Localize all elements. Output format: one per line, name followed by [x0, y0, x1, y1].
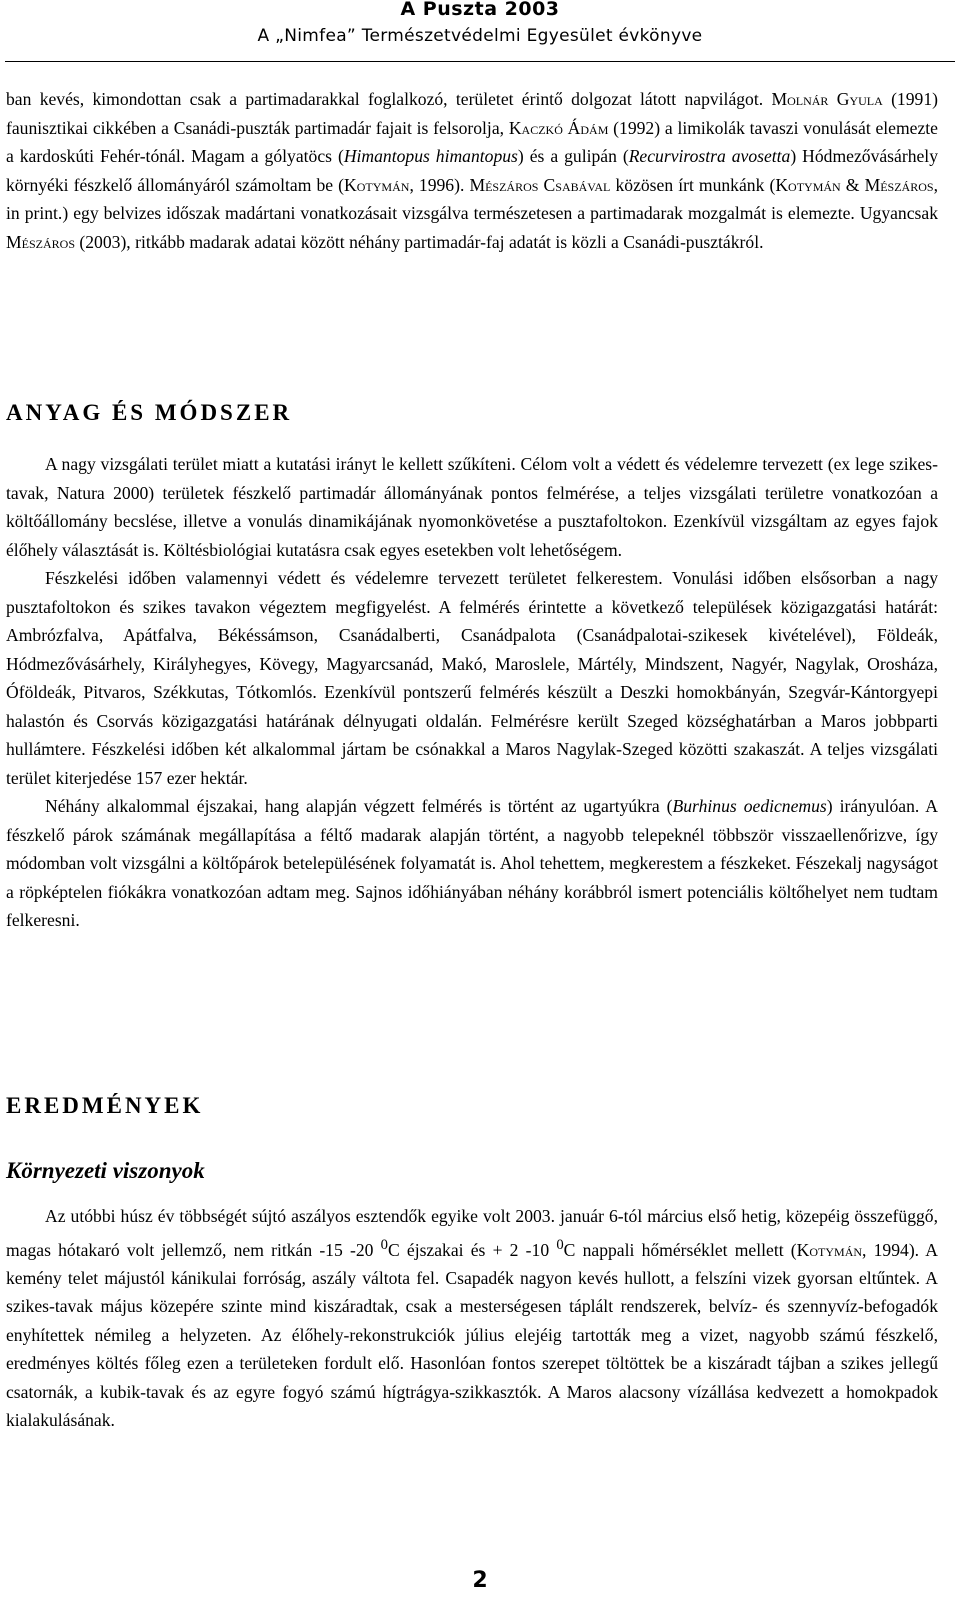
journal-title: A Puszta 2003	[400, 0, 560, 20]
author-ref: Molnár Gyula	[771, 89, 883, 109]
journal-subtitle: A „Nimfea” Természetvédelmi Egyesület évkönyve	[257, 26, 703, 46]
species-name: Burhinus oedicnemus	[672, 796, 827, 816]
intro-paragraph: ban kevés, kimondottan csak a partimadarakkal foglalkozó, területet érintő dolgozat látott napvilágot. Molnár Gyula (1991) faunisztikai cikkében a Csanádi-puszták partimadár fajait is felsorolja, Kaczkó Ádám (1992) a limikolák tavaszi vonulását elemezte a kardoskúti Fehér-tónál. Magam a gólyatöcs (Himantopus himantopus) és a gulipán (Recurvirostra avosetta) Hódmezővásárhely környéki fészkelő állományáról számoltam be (Kotymán, 1996). Mészáros Csabával közösen írt munkánk (Kotymán & Mészáros, in print.) egy belvizes időszak madártani vonatkozásait vizsgálva természetesen a partimadarak mozgalmát is elemezte. Ugyancsak Mészáros (2003), ritkább madarak adatai között néhány partimadár-faj adatát is közli a Csanádi-pusztákról.	[6, 89, 938, 252]
author-ref: Kotymán	[344, 174, 410, 195]
results-body	[6, 1202, 938, 1435]
author-ref: Kaczkó Ádám	[508, 117, 609, 138]
author-ref: Kotymán	[775, 174, 841, 195]
author-ref: Mészáros Csabával	[469, 174, 611, 195]
methods-paragraph-1: A nagy vizsgálati terület miatt a kutatási irányt le kellett szűkíteni. Célom volt a védett és védelemre tervezett (ex lege szikes-tavak, Natura 2000) területek fészkelő partimadár állományának pontos felmérése, a teljes vizsgálati területre vonatkozóan a költőállomány becslése, illetve a vonulás dinamikájának nyomonkövetése a pusztafoltokon. Ezenkívül vizsgáltam az egyes fajok élőhely választását is. Költésbiológiai kutatásra csak egyes esetekben volt lehetőségem.	[6, 454, 938, 560]
section-heading-methods: ANYAG ÉS MÓDSZER	[6, 400, 293, 425]
page-number: 2	[472, 1568, 488, 1593]
subsection-heading: Környezeti viszonyok	[6, 1158, 205, 1183]
species-name: Himantopus himantopus	[343, 146, 518, 166]
methods-paragraph-3: Néhány alkalommal éjszakai, hang alapján végzett felmérés is történt az ugartyúkra (Burhinus oedicnemus) irányulóan. A fészkelő párok számának megállapítása a féltő madarak alapján történt, a nagyobb telepeknél többször visszaellenőrizve, így módomban volt vizsgálni a költőpárok betelepülésének folyamatát is. Ahol tehettem, megkerestem a fészkeket. Fészekalj nagyságot a röpképtelen fiókákra vonatkozóan adtam meg. Sajnos időhiányában néhány korábbról ismert potenciális költőhelyet nem tudtam felkeresni.	[6, 796, 939, 930]
author-ref: Mészáros	[6, 231, 75, 252]
section-heading-results: EREDMÉNYEK	[6, 1093, 204, 1118]
methods-paragraph-2: Fészkelési időben valamennyi védett és védelemre tervezett területet felkerestem. Vonulási időben elsősorban a nagy pusztafoltokon és szikes tavakon végeztem megfigyelést. A felmérés érintette a következő települések közigazgatási határát: Ambrózfalva, Apátfalva, Békéssámson, Csanádalberti, Csanádpalota (Csanádpalotai-szikesek kivételével), Földeák, Hódmezővásárhely, Királyhegyes, Kövegy, Magyarcsanád, Makó, Maroslele, Mártély, Mindszent, Nagyér, Nagylak, Orosháza, Óföldeák, Pitvaros, Székkutas, Tótkomlós. Ezenkívül pontszerű felmérés készült a Deszki homokbányán, Szegvár-Kántorgyepi halastón és Csorvás közigazgatási határának délnyugati oldalán. Felmérésre került Szeged községhatárban a Maros jobbparti hullámtere. Fészkelési időben két alkalommal jártam be csónakkal a Maros Nagylak-Szeged közötti szakaszát. A teljes vizsgálati terület kiterjedése 157 ezer hektár.	[6, 568, 938, 788]
header-rule	[5, 61, 955, 62]
author-ref: Mészáros	[864, 174, 934, 195]
results-paragraph: Az utóbbi húsz év többségét sújtó aszályos esztendők egyike volt 2003. január 6-tól március első hetig, közepéig összefüggő, magas hótakaró volt jellemző, nem ritkán -15 -20 $^0$C éjszakai és + 2 -10 $^0$C nappali hőmérséklet mellett (Kotymán, 1994). A kemény telet májustól kánikulai forróság, aszály váltota fel. Csapadék nagyon kevés hullott, a felszíni vizek gyorsan eltűntek. A szikes-tavak május közepére szinte mind kiszáradtak, csak a mesterségesen táplált rendszerek, belvíz- és szennyvíz-befogadók enyhítettek némileg a helyzeten. Az élőhely-rekonstrukciók július elejéig tartották meg a vizet, nagyobb számú fészkelő, eredményes költés főleg ezen a területeken fordult elő. Hasonlóan fontos szerepet töltöttek be a kiszáradt tájban a szikes jellegű csatornák, a kubik-tavak és az egyre fogyó számú hígtrágya-szikkasztók. A Maros alacsony vízállása kedvezett a homokpadok kialakulásának.	[6, 1206, 939, 1431]
methods-body	[6, 450, 938, 935]
author-ref: Kotymán	[796, 1239, 863, 1260]
species-name: Recurvirostra avosetta	[628, 146, 791, 166]
running-header	[0, 0, 960, 48]
